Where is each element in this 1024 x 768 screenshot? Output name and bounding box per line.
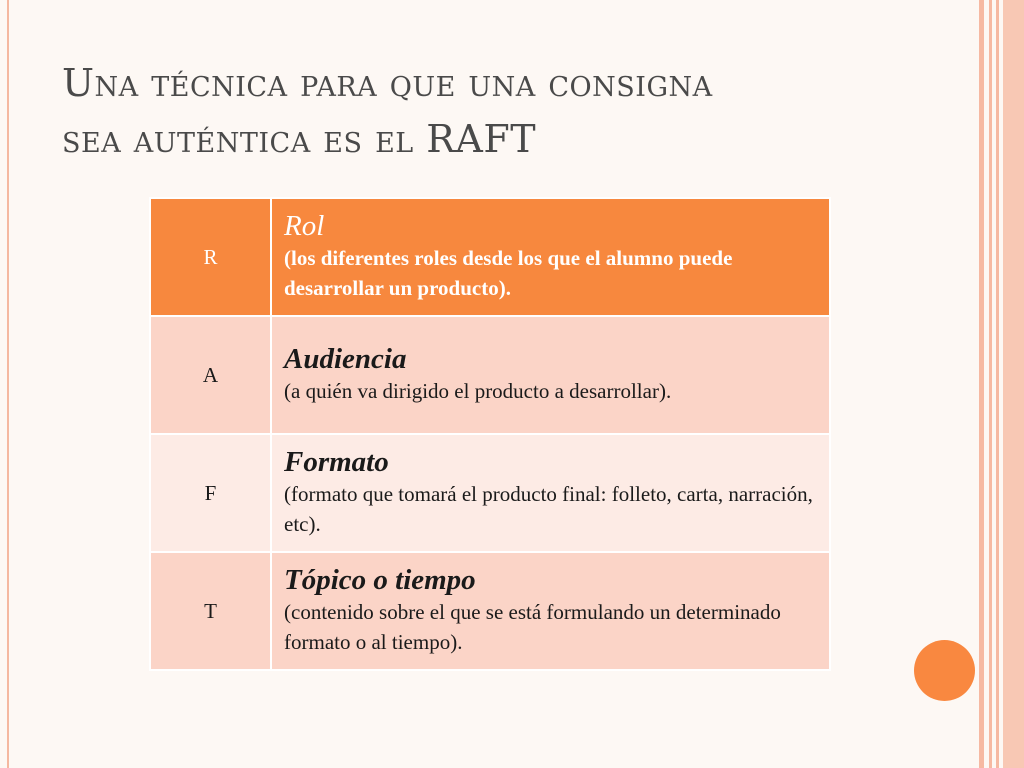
row-term: Rol (284, 210, 325, 242)
left-border-line (7, 0, 9, 768)
right-stripe (979, 0, 984, 768)
slide-title (62, 55, 922, 167)
table-row (150, 316, 830, 434)
row-term: Audiencia (284, 343, 407, 375)
row-description (271, 316, 830, 434)
row-letter: A (150, 316, 271, 434)
slide-title-line-2: sea auténtica es el RAFT (62, 117, 537, 161)
table-row (150, 434, 830, 552)
row-letter: T (150, 552, 271, 670)
row-explanation: (formato que tomará el producto final: folleto, carta, narración, etc). (284, 482, 813, 536)
row-letter: R (150, 198, 271, 316)
right-stripe (1003, 0, 1024, 768)
right-stripe (996, 0, 999, 768)
row-explanation: (a quién va dirigido el producto a desarrollar). (284, 379, 672, 403)
row-term: Formato (284, 446, 389, 478)
row-explanation: (los diferentes roles desde los que el alumno puede desarrollar un producto). (284, 246, 733, 300)
row-description (271, 552, 830, 670)
row-description (271, 434, 830, 552)
table-row (150, 198, 830, 316)
row-letter: F (150, 434, 271, 552)
table-row (150, 552, 830, 670)
row-description (271, 198, 830, 316)
slide-title-line-1: Una técnica para que una consigna (62, 61, 713, 105)
right-stripe (989, 0, 992, 768)
row-explanation: (contenido sobre el que se está formulando un determinado formato o al tiempo). (284, 600, 781, 654)
raft-table (149, 197, 831, 671)
row-term: Tópico o tiempo (284, 564, 476, 596)
decorative-circle (914, 640, 975, 701)
